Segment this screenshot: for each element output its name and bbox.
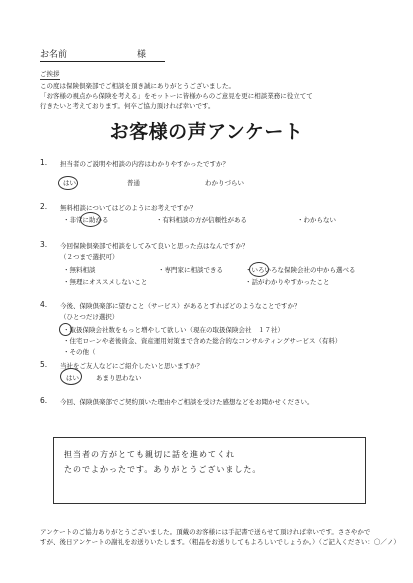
option-yes[interactable]: はい (66, 374, 79, 382)
option-more-insurers[interactable]: ・取扱保険会社数をもっと増やして欲しい（現在の取扱保険会社 １７社） (63, 326, 284, 334)
selection-circle (59, 323, 72, 336)
selection-circle (249, 262, 269, 277)
option-yes[interactable]: はい (63, 179, 76, 187)
name-label: お名前 (40, 50, 68, 60)
greeting-line: この度は保険倶楽部でご相談を頂き誠にありがとうございました。 (40, 82, 235, 90)
question-number: 3. (40, 240, 48, 249)
question-sub: （２つまで選択可） (60, 253, 119, 261)
question-number: 5. (40, 360, 48, 369)
comment-box[interactable] (53, 437, 366, 504)
question-text: 今回保険倶楽部で相談をしてみて良いと思った点はなんですか？ (60, 242, 249, 250)
greeting-line: 行きたいと考えております。何卒ご協力頂ければ幸いです。 (40, 102, 215, 110)
option-dont-know[interactable]: ・わからない (297, 216, 336, 224)
handwritten-line: たのでよかったです。ありがとうございました。 (64, 465, 262, 474)
option-other[interactable]: ・その他（ (63, 348, 96, 356)
question-text: 担当者のご説明や相談の内容はわかりやすかったですか？ (60, 160, 229, 168)
name-underline (40, 61, 165, 62)
name-suffix: 様 (137, 50, 147, 60)
option-clear[interactable]: ・話がわかりやすかったこと (245, 278, 330, 286)
greeting-text (40, 81, 390, 111)
option-no-push[interactable]: ・無理にオススメしないこと (63, 278, 148, 286)
greeting-title: ご挨拶 (40, 70, 60, 78)
handwritten-line: 担当者の方がとても親切に話を進めてくれ (64, 450, 235, 459)
option-not-really[interactable]: あまり思わない (96, 374, 142, 382)
question-text: 当社をご友人などにご紹介したいと思いますか？ (60, 362, 203, 370)
page-title: お客様の声アンケート (109, 121, 304, 143)
option-normal[interactable]: 普通 (127, 179, 140, 187)
greeting-line: 「お客様の視点から保険を考える」をモットーに皆様からのご意見を更に相談業務に役立てて (40, 92, 313, 100)
question-text: 今回、保険倶楽部でご契約頂いた理由やご相談を受けた感想などをお聞かせください。 (60, 398, 314, 406)
question-number: 2. (40, 202, 48, 211)
footer-text (40, 527, 400, 547)
option-paid-trust[interactable]: ・有料相談の方が信頼性がある (156, 216, 247, 224)
question-number: 1. (40, 158, 48, 167)
question-sub: （ひとつだけ選択） (60, 313, 119, 321)
footer-line: すが、後日アンケートの謝礼をお送りいたします。（粗品をお送りしてもよろしいでしょうか。）（ご記入ください：〇／ノ） (40, 538, 400, 546)
selection-circle (58, 176, 78, 190)
option-expert[interactable]: ・専門家に相談できる (158, 266, 223, 274)
option-consulting[interactable]: ・住宅ローンや老後資金、資産運用対策まで含めた総合的なコンサルティングサービス（有料） (63, 337, 342, 345)
question-text: 今後、保険倶楽部に望むこと（サービス）があるとすればどのようなことですか？ (60, 302, 301, 310)
option-very-helpful[interactable]: ・非常に助かる (63, 216, 109, 224)
option-hard[interactable]: わかりづらい (205, 179, 244, 187)
question-text: 無料相談についてはどのようにお考えですか？ (60, 204, 197, 212)
question-number: 4. (40, 300, 48, 309)
question-number: 6. (40, 396, 48, 405)
option-free[interactable]: ・無料相談 (63, 266, 96, 274)
selection-circle (80, 212, 101, 227)
selection-circle (60, 368, 82, 385)
option-choose[interactable]: ・いろいろな保険会社の中から選べる (245, 266, 356, 274)
footer-line: アンケートのご協力ありがとうございました。頂戴のお客様には手記書で送らせて頂ければ幸いです。ささやかで (40, 528, 371, 536)
